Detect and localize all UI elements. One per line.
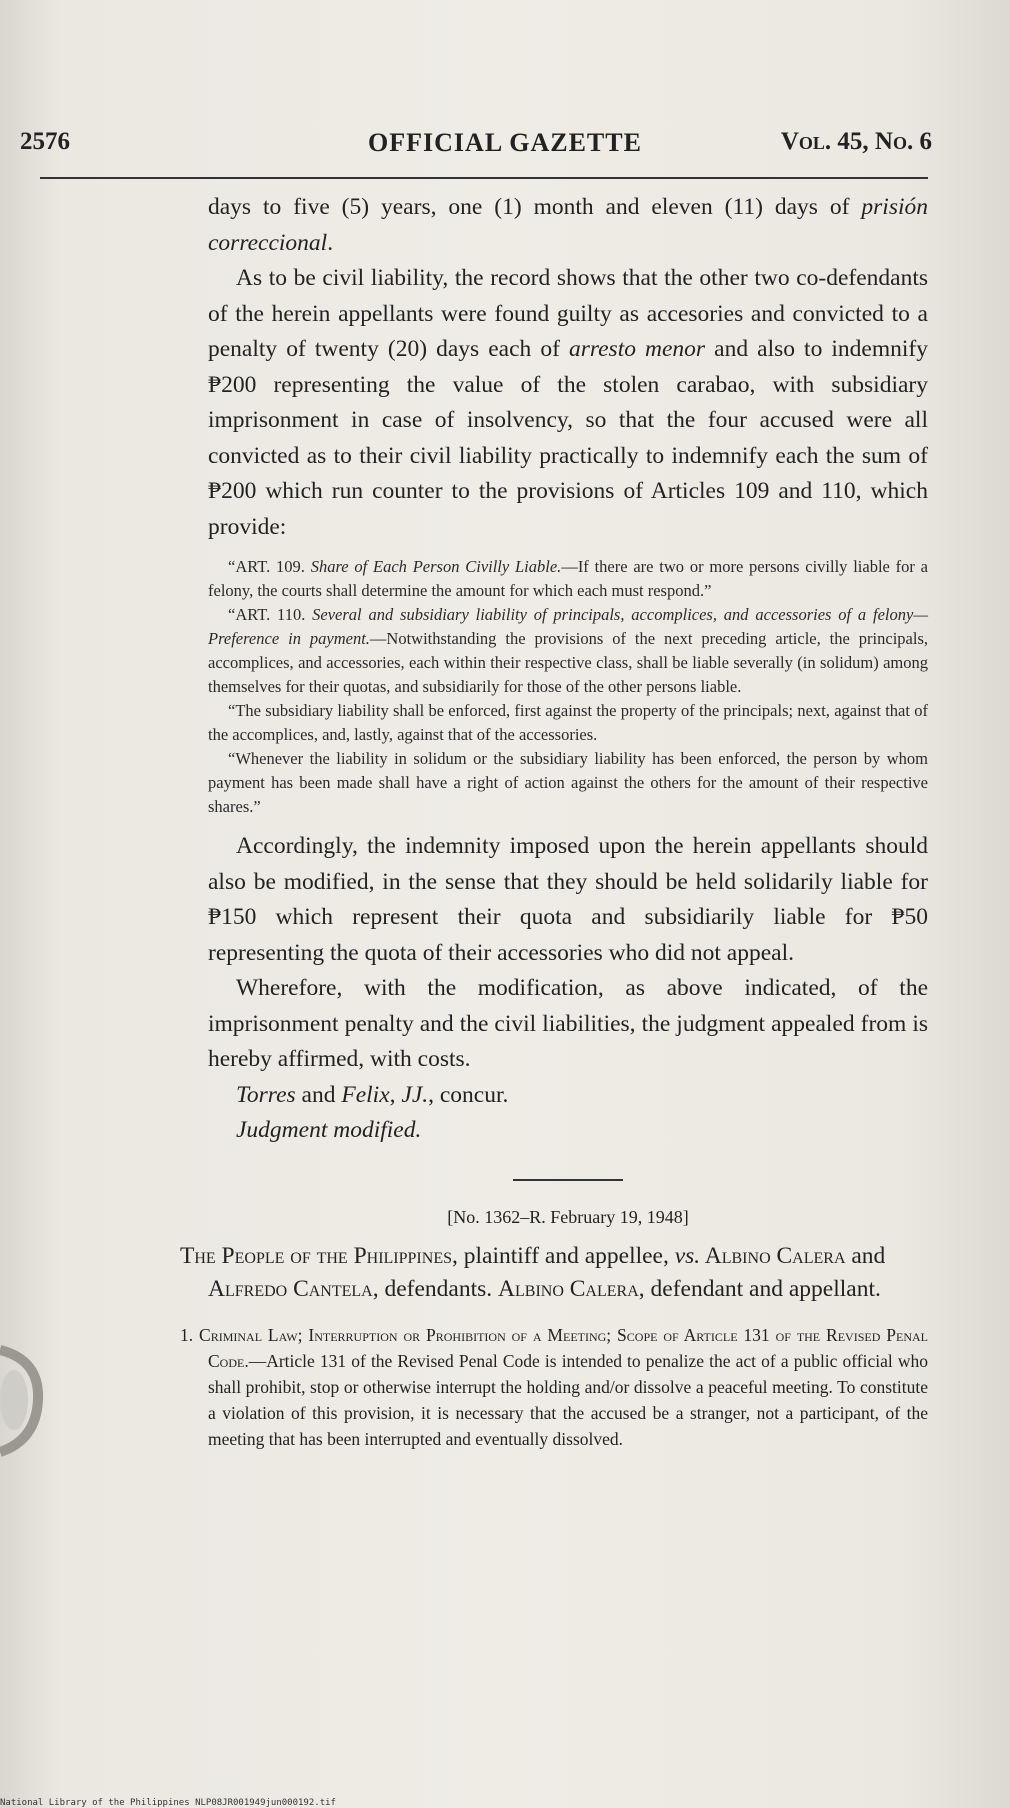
quote-subsidiary: “The subsidiary liability shall be enforced, first against the property of the principals; next, against that of the accomplices, and, lastly, against that of the accessories.	[208, 701, 928, 744]
disposition: Judgment modified.	[236, 1117, 422, 1143]
quote-solidum: “Whenever the liability in solidum or the subsidiary liability has been enforced, the person by whom payment has been made shall have a right of action against the others for the amount of their respective shares.”	[208, 749, 928, 816]
paragraph-civil-liability: As to be civil liability, the record shows that the other two co-defendants of the herein appellants were found guilty as accesories and convicted to a penalty of twenty (20) days each of arresto menor and also to indemnify ₱200 representing the value of the stolen carabao, with subsidiary imprisonment in case of insolvency, so that the four accused were all convicted as to their civil liability practically to indemnify each the sum of ₱200 which run counter to the provisions of Articles 109 and 110, which provide:	[208, 265, 928, 540]
concurrence: Torres and Felix, JJ., concur.	[236, 1081, 509, 1108]
case-number: [No. 1362–R. February 19, 1948]	[447, 1206, 689, 1227]
case-caption: The People of the Philippines, plaintiff and appellee, vs. Albino Calera and Alfredo Cantela, defendants. Albino Calera, defendant and appellant.	[180, 1242, 886, 1302]
paragraph-penalty: days to five (5) years, one (1) month and eleven (11) days of prisión correccional.	[208, 194, 928, 256]
quote-article-110: “ART. 110. Several and subsidiary liability of principals, accomplices, and accessories of a felony—Preference in payment.—Notwithstanding the provisions of the next preceding article, the principals, accomplices, and accessories, each within their respective class, shall be liable severally (in solidum) among themselves for their quotas, and subsidiarily for those of the other persons liable.	[208, 605, 928, 696]
publication-title: OFFICIAL GAZETTE	[368, 128, 642, 157]
syllabus: 1. Criminal Law; Interruption or Prohibition of a Meeting; Scope of Article 131 of the Revised Penal Code.—Article 131 of the Revised Penal Code is intended to penalize the act of a public official who shall prohibit, stop or otherwise interrupt the holding and/or dissolve a peaceful meeting. To constitute a violation of this provision, it is necessary that the accused be a stranger, not a participant, of the meeting that has been interrupted and eventually dissolved.	[180, 1324, 928, 1449]
volume-label: Vol. 45, No. 6	[780, 128, 932, 155]
page-number: 2576	[20, 128, 70, 155]
main-text	[180, 190, 929, 1452]
quote-article-109: “ART. 109. Share of Each Person Civilly Liable.—If there are two or more persons civilly liable for a felony, the courts shall determine the amount for which each must respond.”	[208, 557, 929, 600]
page-header	[0, 128, 1010, 168]
header-rule	[40, 177, 928, 179]
paragraph-wherefore: Wherefore, with the modification, as above indicated, of the imprisonment penalty and the civil liabilities, the judgment appealed from is hereby affirmed, with costs.	[208, 975, 928, 1072]
section-divider	[513, 1179, 623, 1181]
scan-footer: National Library of the Philippines NLP08JR001949jun000192.tif	[0, 1798, 336, 1808]
paragraph-accordingly: Accordingly, the indemnity imposed upon the herein appellants should also be modified, in the sense that they should be held solidarily liable for ₱150 which represent their quota and subsidiarily liable for ₱50 representing the quota of their accessories who did not appeal.	[208, 833, 928, 966]
paper-clip-icon	[0, 1340, 50, 1460]
